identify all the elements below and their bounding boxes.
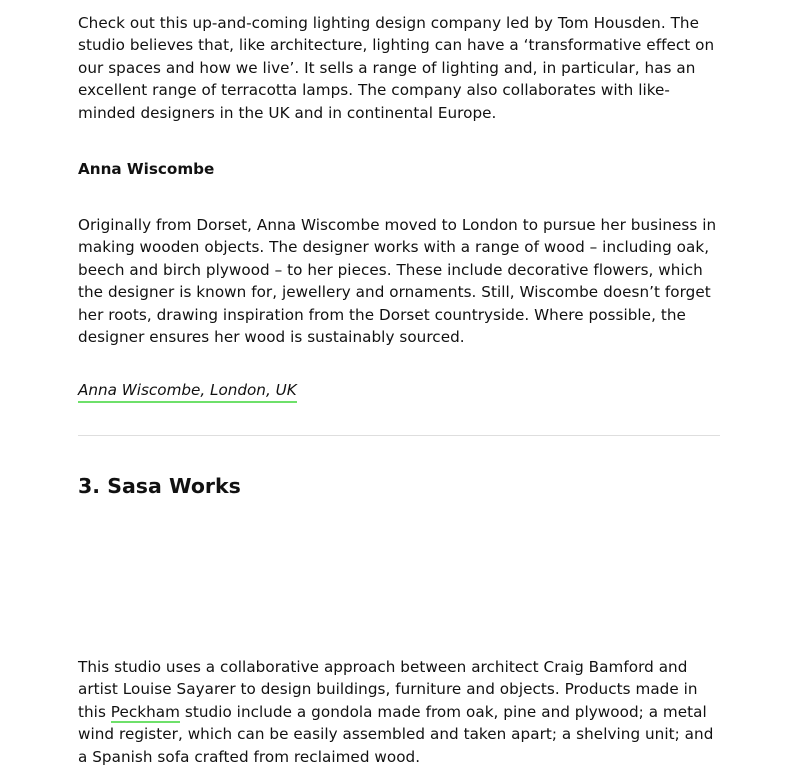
peckham-link[interactable]: Peckham — [110, 702, 180, 721]
anna-wiscombe-paragraph: Originally from Dorset, Anna Wiscombe moved to London to pursue her business in making wooden objects. The designer works with a range of wood – including oak, beech and birch plywood – to her pieces. These include decorative flowers, which the designer is known for, jewellery and ornaments. Still, Wiscombe doesn’t forget her roots, drawing inspiration from the Dorset countryside. Where possible, the designer ensures her wood is sustainably sourced. — [78, 216, 717, 347]
anna-wiscombe-link[interactable]: Anna Wiscombe, London, UK — [78, 379, 297, 403]
intro-paragraph: Check out this up-and-coming lighting design company led by Tom Housden. The studio believes that, like architecture, lighting can have a ‘transformative effect on our spaces and how we live’. It sells a range of lighting and, in particular, has an excellent range of terracotta lamps. The company also collaborates with like-minded designers in the UK and in continental Europe. — [78, 14, 715, 122]
section-divider — [78, 435, 720, 436]
section-heading-sasa-works: 3. Sasa Works — [78, 474, 241, 498]
designer-heading-anna-wiscombe: Anna Wiscombe — [78, 160, 215, 178]
sasa-paragraph-text-after: studio include a gondola made from oak, pine and plywood; a metal wind register, which can be easily assembled and taken apart; a shelving unit; and a Spanish sofa crafted from reclaimed wood. — [78, 702, 714, 766]
sasa-works-paragraph — [78, 656, 723, 768]
sasa-paragraph-text-before: This studio uses a collaborative approach between architect Craig Bamford and artist Louise Sayarer to design buildings, furniture and objects. Products made in this — [78, 658, 698, 721]
